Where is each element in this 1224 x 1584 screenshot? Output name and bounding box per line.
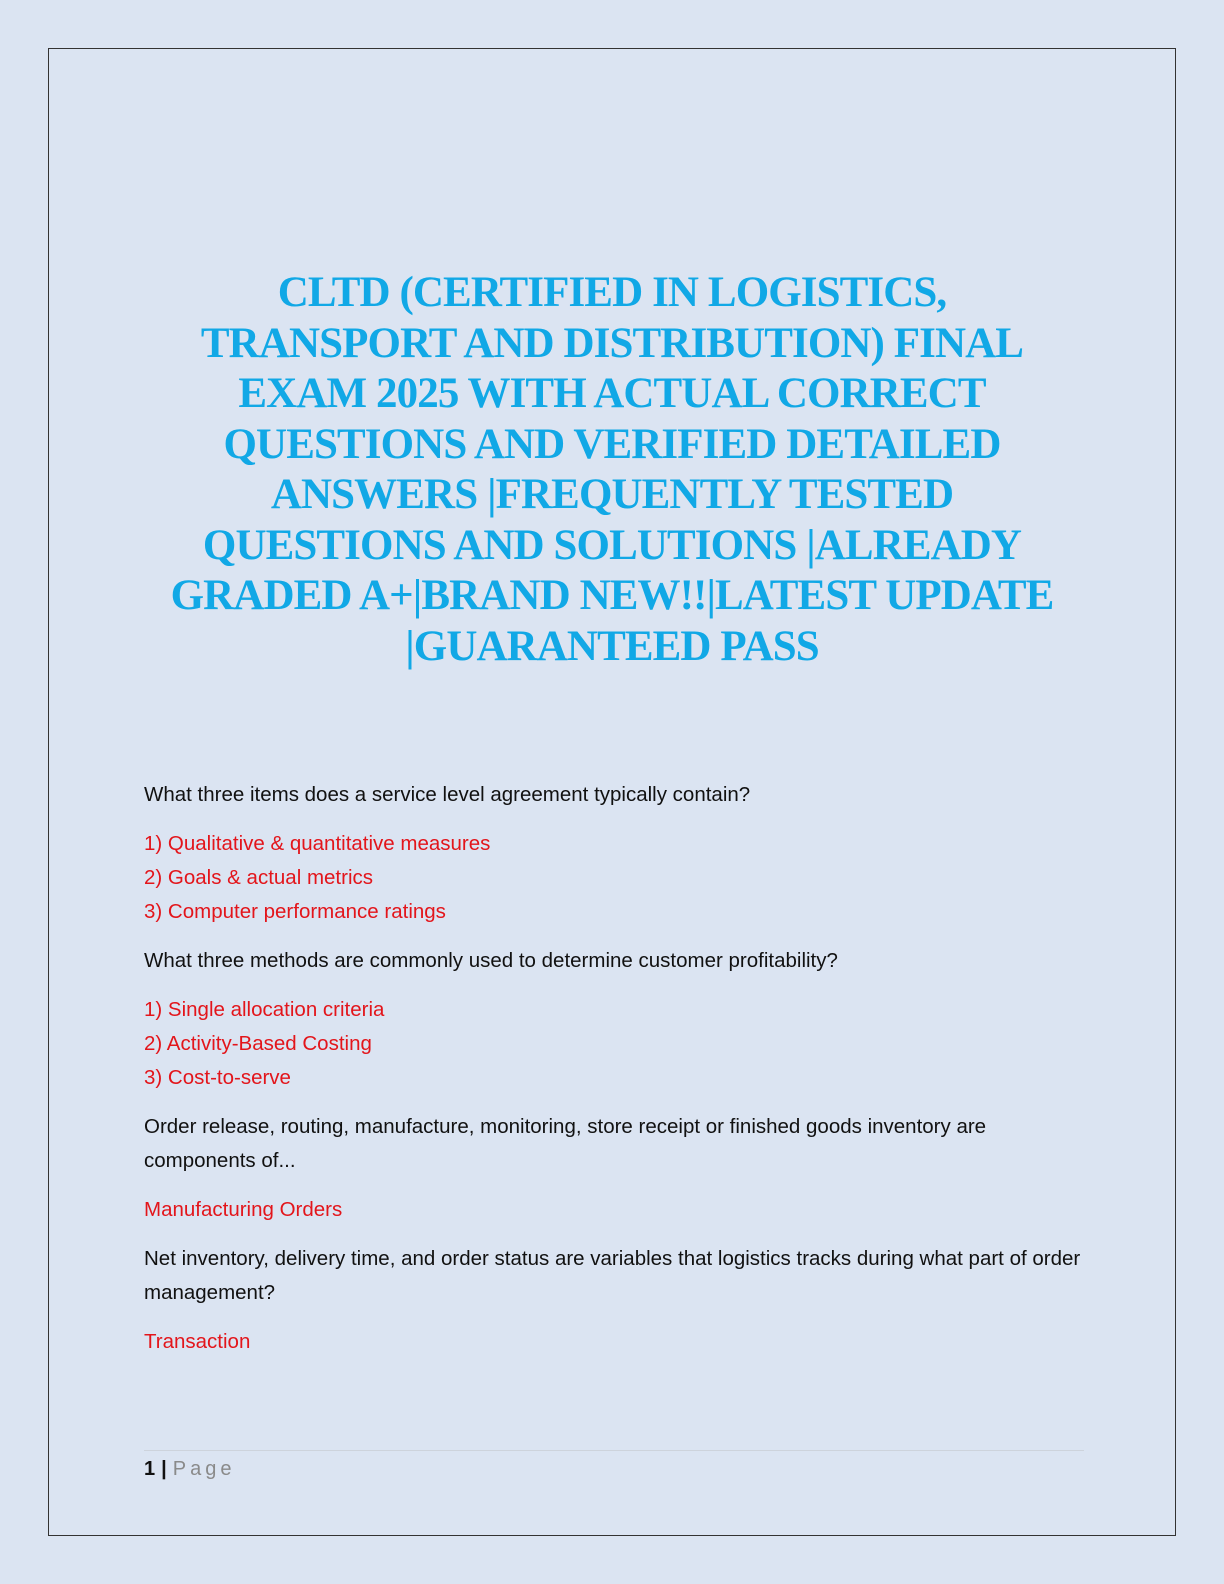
question-4: Net inventory, delivery time, and order status are variables that logistics tracks during what part of order management? — [144, 1247, 1081, 1304]
answer-1-item-3: 3) Computer performance ratings — [144, 900, 446, 923]
question-1: What three items does a service level agreement typically contain? — [144, 783, 751, 806]
answer-1-item-2: 2) Goals & actual metrics — [144, 866, 373, 889]
question-2: What three methods are commonly used to determine customer profitability? — [144, 949, 838, 972]
answer-block-1 — [144, 827, 1084, 929]
page-number: 1 — [144, 1458, 156, 1480]
answer-block-4 — [144, 1325, 1084, 1359]
answer-4-item-1: Transaction — [144, 1330, 251, 1353]
answer-block-3 — [144, 1193, 1084, 1227]
footer-separator: | — [161, 1458, 167, 1480]
page-footer — [144, 1454, 235, 1484]
answer-2-item-1: 1) Single allocation criteria — [144, 998, 385, 1021]
answer-block-2 — [144, 993, 1084, 1095]
answer-1-item-1: 1) Qualitative & quantitative measures — [144, 832, 491, 855]
document-title: CLTD (CERTIFIED IN LOGISTICS, TRANSPORT AND DISTRIBUTION) FINAL EXAM 2025 WITH ACTUAL CORRECT QUESTIONS AND VERIFIED DETAILED ANSWERS |FREQUENTLY TESTED QUESTIONS AND SOLUTIONS |ALREADY GRADED A+|BRAND NEW!!|LATEST UPDATE |GUARANTEED PASS — [170, 269, 1054, 670]
answer-2-item-3: 3) Cost-to-serve — [144, 1066, 291, 1089]
question-3: Order release, routing, manufacture, monitoring, store receipt or finished goods inventory are components of... — [144, 1115, 987, 1172]
answer-3-item-1: Manufacturing Orders — [144, 1198, 343, 1221]
footer-divider — [144, 1450, 1084, 1451]
answer-2-item-2: 2) Activity-Based Costing — [144, 1032, 372, 1055]
qa-content — [144, 778, 1084, 1374]
page-label: Page — [172, 1458, 236, 1480]
